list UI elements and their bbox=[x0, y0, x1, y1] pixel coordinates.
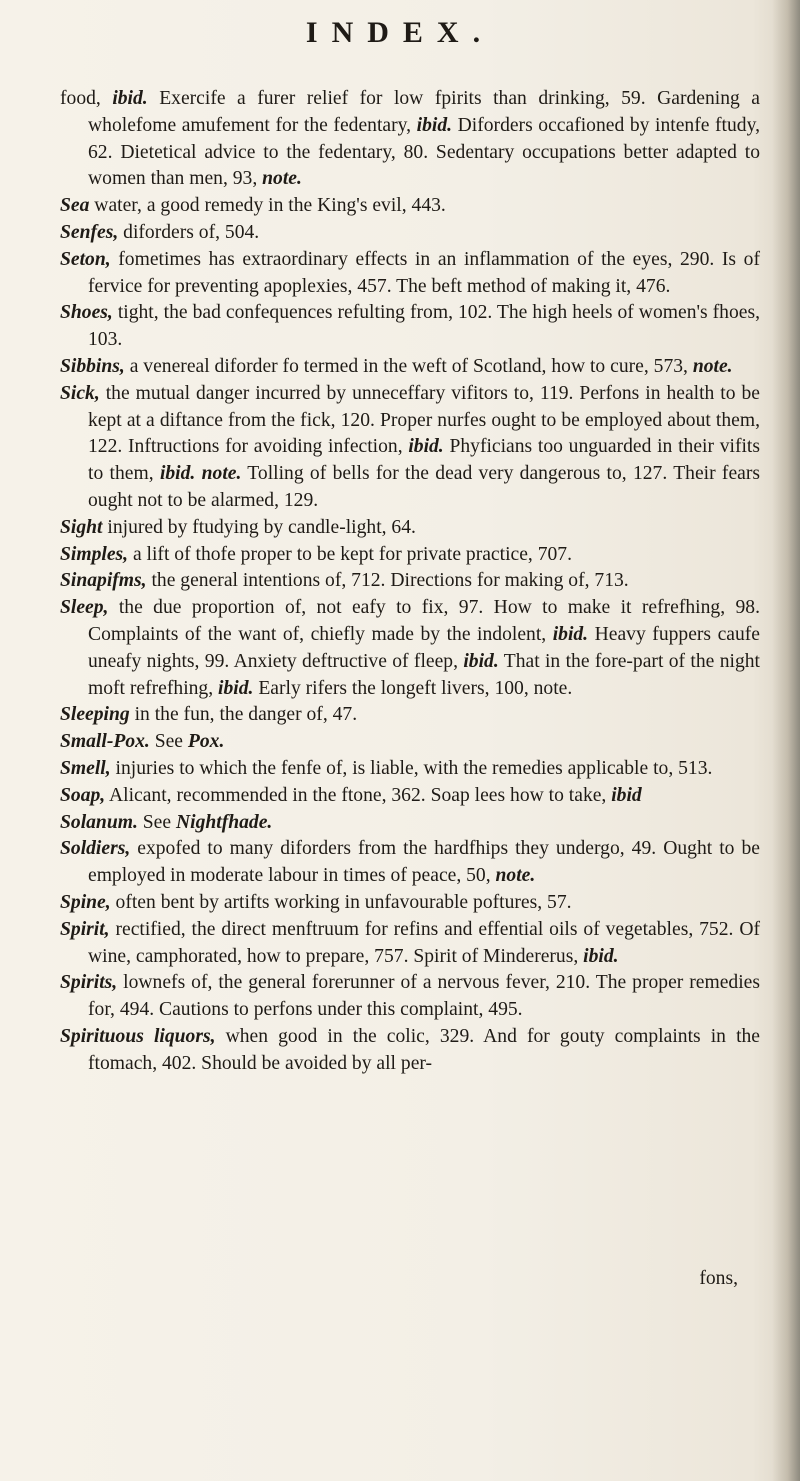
entry-head: Seton, bbox=[60, 248, 111, 270]
entry-text: fometimes has extraordinary effects in an inflammation of the eyes, 290. Is of fervice for preventing apoplexies, 457. The beft method of making it, 476. bbox=[88, 248, 760, 297]
index-entry-sinapisms bbox=[60, 568, 760, 595]
entry-head: Sea bbox=[60, 195, 90, 217]
index-entry-sick bbox=[60, 381, 760, 515]
entry-italic: ibid. bbox=[583, 945, 619, 967]
entry-italic: note. bbox=[262, 168, 302, 190]
entry-head: Soldiers, bbox=[60, 838, 131, 860]
entry-text: Early rifers the longeft livers, 100, note. bbox=[253, 677, 573, 699]
entry-italic: ibid. bbox=[112, 88, 148, 109]
entry-text: tight, the bad confequences refulting from, 102. The high heels of women's fhoes, 103. bbox=[88, 302, 760, 351]
entry-head: Solanum. bbox=[60, 811, 138, 833]
index-entry-spirituous-liquors bbox=[60, 1024, 760, 1078]
entry-text: injuries to which the fenfe of, is liable, with the remedies applicable to, 513. bbox=[110, 757, 713, 779]
index-entry-small-pox bbox=[60, 729, 760, 756]
index-entry-spine bbox=[60, 890, 760, 917]
entry-italic: Nightfhade. bbox=[175, 811, 273, 833]
entry-head: Shoes, bbox=[60, 302, 113, 324]
index-entry-soap bbox=[60, 783, 760, 810]
index-entry-food bbox=[60, 86, 760, 193]
entry-text: rectified, the direct menftruum for refins and effential oils of vegetables, 752. Of wine, camphorated, how to prepare, 757. Spirit of Mindererus, bbox=[88, 918, 760, 967]
entry-italic: ibid. bbox=[552, 623, 589, 645]
entry-text: Diforders occafioned by intenfe ftudy, 62. Dietetical advice to the fedentary, 80. Sedentary occupations better adapted to women than men, 93, bbox=[88, 114, 761, 190]
entry-head: Simples, bbox=[60, 543, 129, 565]
entry-text: Phyficians too unguarded in their vifits to them, bbox=[88, 436, 760, 485]
entry-text: That in the fore-part of the night moft refrefhing, bbox=[88, 650, 760, 699]
index-entry-senses bbox=[60, 220, 760, 247]
index-entry-soldiers bbox=[60, 836, 760, 890]
entry-head: Senfes, bbox=[60, 221, 119, 243]
entry-italic: Pox. bbox=[187, 731, 225, 753]
entry-head: Spirituous liquors, bbox=[60, 1025, 216, 1047]
entry-head: Smell, bbox=[60, 757, 111, 779]
entry-text: the due proportion of, not eafy to fix, 97. How to make it refrefhing, 98. Complaints of the want of, chiefly made by the indolent, bbox=[88, 597, 760, 645]
index-entry-spirit bbox=[60, 917, 760, 971]
entry-head: Sinapifms, bbox=[60, 570, 147, 592]
entry-text: lownefs of, the general forerunner of a nervous fever, 210. The proper remedies for, 494. Cautions to perfons under this complaint, 495. bbox=[88, 972, 760, 1021]
index-entry-smell bbox=[60, 756, 760, 783]
entry-text: expofed to many diforders from the hardfhips they undergo, 49. Ought to be employed in moderate labour in times of peace, 50, bbox=[88, 838, 760, 887]
entry-text: a venereal diforder fo termed in the weft of Scotland, how to cure, 573, bbox=[124, 355, 693, 377]
entry-italic: ibid. bbox=[463, 650, 499, 672]
entry-text: injured by ftudying by candle-light, 64. bbox=[102, 516, 416, 538]
entry-text: Alicant, recommended in the ftone, 362. Soap lees how to take, bbox=[105, 784, 612, 806]
entry-text: Tolling of bells for the dead very dangerous to, 127. Their fears ought not to be alarmed, 129. bbox=[88, 463, 760, 511]
entry-text: food, bbox=[60, 88, 113, 109]
entry-head: Sleep, bbox=[60, 597, 109, 619]
page-header: INDEX. bbox=[305, 16, 495, 49]
entry-text: Heavy fuppers caufe uneafy nights, 99. Anxiety deftructive of fleep, bbox=[88, 623, 760, 672]
index-entry-sleeping bbox=[60, 702, 760, 729]
index-entries bbox=[60, 86, 760, 1077]
entry-head: Soap, bbox=[60, 784, 106, 806]
index-entry-sea bbox=[60, 193, 760, 220]
index-entry-seton bbox=[60, 247, 760, 301]
entry-italic: ibid. bbox=[408, 436, 444, 458]
entry-head: Sleeping bbox=[60, 704, 130, 726]
entry-head: Sick, bbox=[60, 382, 100, 404]
page-edge-shadow bbox=[772, 0, 800, 1481]
entry-head: Spine, bbox=[60, 891, 111, 913]
index-entry-sleep bbox=[60, 595, 760, 702]
index-entry-shoes bbox=[60, 300, 760, 354]
entry-head: Sight bbox=[60, 516, 103, 538]
entry-italic: ibid. note. bbox=[159, 463, 242, 485]
entry-head: Small-Pox. bbox=[60, 731, 150, 753]
entry-head: Spirits, bbox=[60, 972, 118, 994]
entry-text: in the fun, the danger of, 47. bbox=[129, 704, 358, 726]
index-entry-solanum bbox=[60, 810, 760, 837]
entry-italic: ibid bbox=[611, 784, 642, 806]
index-entry-simples bbox=[60, 542, 760, 569]
index-entry-spirits bbox=[60, 970, 760, 1024]
entry-text: when good in the colic, 329. And for gouty complaints in the ftomach, 402. Should be avoided by all per- bbox=[88, 1025, 761, 1074]
entry-text: the general intentions of, 712. Directions for making of, 713. bbox=[146, 570, 629, 592]
entry-text: water, a good remedy in the King's evil, 443. bbox=[89, 195, 446, 217]
entry-italic: note. bbox=[495, 865, 536, 887]
catchword: fons, bbox=[699, 1268, 738, 1289]
entry-text: Exercife a furer relief for low fpirits than drinking, 59. Gardening a wholefome amufement for the fedentary, bbox=[88, 88, 760, 136]
entry-text: the mutual danger incurred by unneceffary vifitors to, 119. Perfons in health to be kept at a diftance from the fick, 120. Proper nurfes ought to be employed about them, 122. Inftructions for avoiding infection, bbox=[88, 382, 760, 458]
entry-head: Spirit, bbox=[60, 918, 110, 940]
entry-head: Sibbins, bbox=[60, 355, 125, 377]
entry-text: See bbox=[149, 731, 188, 753]
entry-text: See bbox=[137, 811, 176, 833]
entry-italic: ibid. bbox=[218, 677, 254, 699]
entry-text: diforders of, 504. bbox=[118, 221, 260, 243]
entry-italic: note. bbox=[692, 355, 733, 377]
index-entry-sight bbox=[60, 515, 760, 542]
index-entry-sibbins bbox=[60, 354, 760, 381]
entry-italic: ibid. bbox=[416, 114, 453, 136]
entry-text: often bent by artifts working in unfavourable poftures, 57. bbox=[110, 891, 572, 913]
entry-text: a lift of thofe proper to be kept for private practice, 707. bbox=[128, 543, 572, 565]
